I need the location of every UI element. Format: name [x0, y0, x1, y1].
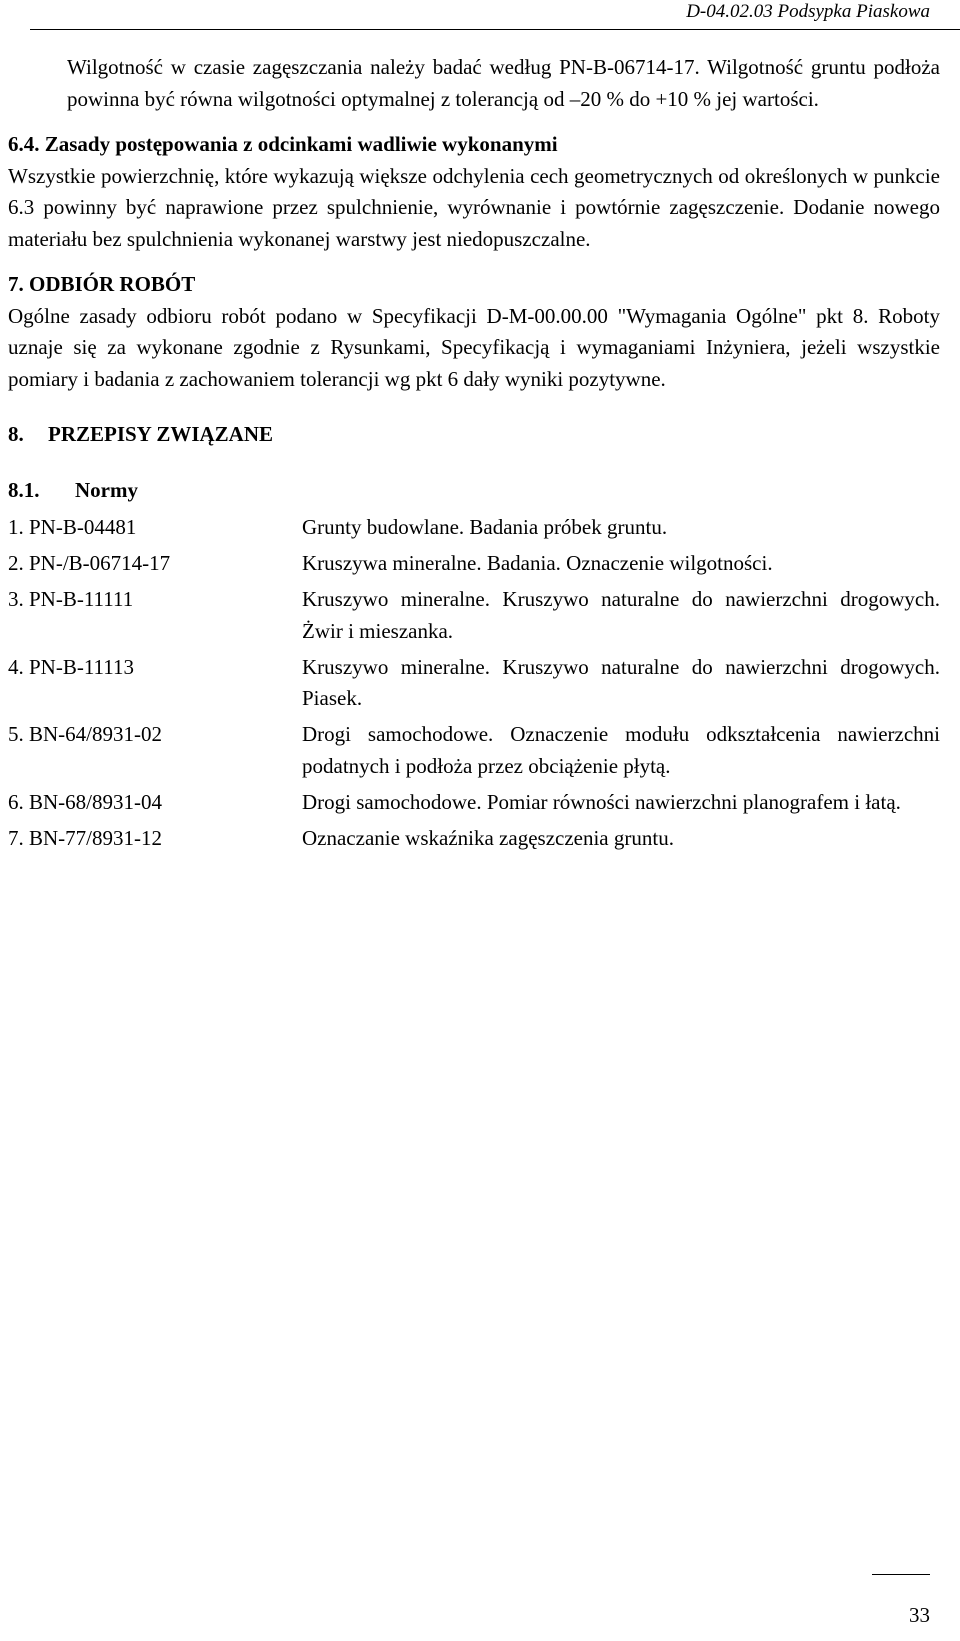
norm-title: Grunty budowlane. Badania próbek gruntu.	[302, 515, 668, 539]
norm-item	[8, 548, 940, 580]
norm-item	[8, 512, 940, 544]
norm-item	[8, 823, 940, 855]
norm-item	[8, 652, 940, 715]
norm-title: Drogi samochodowe. Pomiar równości nawierzchni planografem i łatą.	[302, 789, 901, 814]
norms-list	[8, 512, 940, 854]
section-7-heading: 7. ODBIÓR ROBÓT	[8, 272, 196, 296]
norm-code: 1. PN-B-04481	[8, 515, 137, 539]
section-6-4-body: Wszystkie powierzchnię, które wykazują większe odchylenia cech geometrycznych od określonych w punkcie 6.3 powinny być naprawione przez spulchnienie, wyrównanie i powtórnie zagęszczenie. Dodanie nowego materiału bez spulchnienia wykonanej warstwy jest niedopuszczalne.	[8, 163, 940, 251]
page-header	[0, 0, 960, 34]
footer-divider	[872, 1574, 930, 1575]
header-title: D-04.02.03 Podsypka Piaskowa	[686, 1, 930, 22]
section-8-1-heading	[8, 475, 940, 507]
norm-title: Kruszywo mineralne. Kruszywo naturalne do nawierzchni drogowych. Żwir i mieszanka.	[302, 587, 940, 643]
section-8-heading	[8, 419, 940, 451]
page-number: 33	[909, 1603, 930, 1627]
norm-code: 5. BN-64/8931-02	[8, 722, 162, 746]
section-6-4-heading: 6.4. Zasady postępowania z odcinkami wadliwie wykonanymi	[8, 132, 558, 156]
norm-title: Kruszywa mineralne. Badania. Oznaczenie wilgotności.	[302, 551, 773, 575]
section-8-title: PRZEPISY ZWIĄZANE	[48, 422, 274, 446]
document-body	[8, 52, 940, 859]
norm-item	[8, 584, 940, 647]
header-divider	[30, 29, 960, 30]
norm-title: Kruszywo mineralne. Kruszywo naturalne do nawierzchni drogowych. Piasek.	[302, 654, 940, 710]
section-7-body: Ogólne zasady odbioru robót podano w Specyfikacji D-M-00.00.00 "Wymagania Ogólne" pkt 8. Roboty uznaje się za wykonane zgodnie z Rysunkami, Specyfikacją i wymaganiami Inżyniera, jeżeli wszystkie pomiary i badania z zachowaniem tolerancji wg pkt 6 dały wyniki pozytywne.	[8, 303, 940, 391]
norm-code: 7. BN-77/8931-12	[8, 825, 162, 850]
norm-item	[8, 787, 940, 819]
section-8-1-title: Normy	[75, 477, 138, 502]
section-8-number: 8.	[8, 422, 24, 446]
norm-code: 3. PN-B-11111	[8, 587, 134, 611]
section-8-1-number: 8.1.	[8, 477, 40, 502]
norm-title: Drogi samochodowe. Oznaczenie modułu odkształcenia nawierzchni podatnych i podłoża przez obciążenie płytą.	[302, 722, 940, 778]
norm-code: 6. BN-68/8931-04	[8, 789, 162, 814]
norm-code: 4. PN-B-11113	[8, 654, 134, 679]
norm-title: Oznaczanie wskaźnika zagęszczenia gruntu.	[302, 825, 674, 850]
norm-item	[8, 719, 940, 782]
norm-code: 2. PN-/B-06714-17	[8, 551, 171, 575]
intro-paragraph: Wilgotność w czasie zagęszczania należy badać według PN-B-06714-17. Wilgotność gruntu podłoża powinna być równa wilgotności optymalnej z tolerancją od –20 % do +10 % jej wartości.	[67, 55, 940, 111]
